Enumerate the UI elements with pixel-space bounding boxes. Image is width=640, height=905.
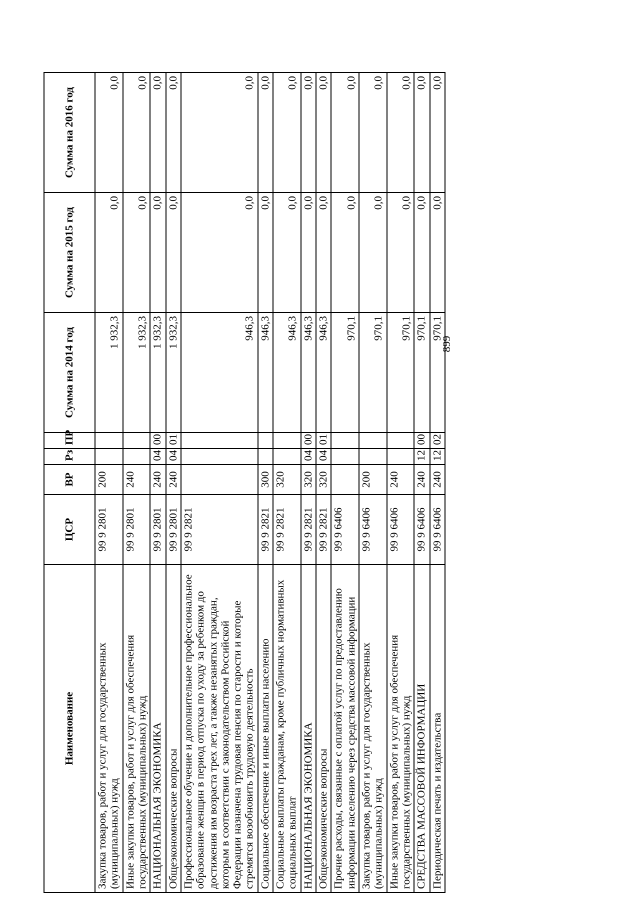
- cell-sum-2016: 0,0: [181, 73, 258, 193]
- cell-rz: 12: [414, 449, 429, 465]
- cell-sum-2015: 0,0: [359, 193, 387, 313]
- table-row: [150, 73, 165, 893]
- cell-sum-2016: 0,0: [258, 73, 273, 193]
- cell-name: Общеэкономические вопросы: [316, 565, 331, 893]
- table-row: [430, 73, 445, 893]
- cell-sum-2015: 0,0: [316, 193, 331, 313]
- cell-rz: [123, 449, 151, 465]
- cell-sum-2015: 0,0: [166, 193, 181, 313]
- table-body: [95, 73, 445, 893]
- table-row: [331, 73, 359, 893]
- cell-sum-2015: 0,0: [301, 193, 316, 313]
- cell-sum-2014: 1 932,3: [95, 313, 123, 433]
- cell-name: НАЦИОНАЛЬНАЯ ЭКОНОМИКА: [150, 565, 165, 893]
- cell-name: Иные закупки товаров, работ и услуг для обеспечения государственных (муниципальных) нужд: [123, 565, 151, 893]
- cell-sum-2015: 0,0: [123, 193, 151, 313]
- table-row: [95, 73, 123, 893]
- cell-csr: 99 9 6406: [430, 495, 445, 565]
- cell-sum-2016: 0,0: [166, 73, 181, 193]
- cell-name: Закупка товаров, работ и услуг для государственных (муниципальных) нужд: [359, 565, 387, 893]
- cell-sum-2016: 0,0: [430, 73, 445, 193]
- cell-pr: [95, 433, 123, 449]
- cell-sum-2015: 0,0: [414, 193, 429, 313]
- cell-pr: 02: [430, 433, 445, 449]
- cell-vr: 320: [316, 465, 331, 495]
- table-row: [273, 73, 301, 893]
- cell-sum-2014: 970,1: [430, 313, 445, 433]
- cell-name: Периодическая печать и издательства: [430, 565, 445, 893]
- cell-vr: 320: [273, 465, 301, 495]
- cell-sum-2015: 0,0: [331, 193, 359, 313]
- cell-csr: 99 9 2821: [316, 495, 331, 565]
- cell-sum-2016: 0,0: [273, 73, 301, 193]
- cell-name: Социальные выплаты гражданам, кроме публичных нормативных социальных выплат: [273, 565, 301, 893]
- cell-pr: [123, 433, 151, 449]
- cell-sum-2014: 1 932,3: [166, 313, 181, 433]
- cell-vr: 200: [95, 465, 123, 495]
- header-csr: ЦСР: [44, 495, 95, 565]
- cell-rz: [181, 449, 258, 465]
- cell-name: Социальное обеспечение и иные выплаты населению: [258, 565, 273, 893]
- cell-vr: 240: [430, 465, 445, 495]
- cell-vr: [331, 465, 359, 495]
- cell-name: НАЦИОНАЛЬНАЯ ЭКОНОМИКА: [301, 565, 316, 893]
- cell-csr: 99 9 2821: [181, 495, 258, 565]
- cell-rz: [273, 449, 301, 465]
- page-number: 899: [441, 335, 453, 353]
- cell-vr: 240: [414, 465, 429, 495]
- cell-sum-2016: 0,0: [359, 73, 387, 193]
- cell-csr: 99 9 6406: [359, 495, 387, 565]
- cell-vr: 240: [150, 465, 165, 495]
- cell-rz: [387, 449, 415, 465]
- cell-rz: 04: [316, 449, 331, 465]
- budget-table: [44, 72, 446, 893]
- cell-vr: [181, 465, 258, 495]
- cell-name: Общеэкономические вопросы: [166, 565, 181, 893]
- cell-csr: 99 9 2821: [301, 495, 316, 565]
- cell-name: Профессиональное обучение и дополнительное профессиональное образование женщин в период отпуска по уходу за ребенком до достижения им возраста трех лет, а также незанятых граждан, которым в соответствии с законодательством Российской Федерации назначена трудовая пенсия по старости и которые стремятся возобновить трудовую деятельность: [181, 565, 258, 893]
- cell-csr: 99 9 6406: [387, 495, 415, 565]
- cell-sum-2016: 0,0: [123, 73, 151, 193]
- cell-pr: 01: [166, 433, 181, 449]
- cell-sum-2014: 1 932,3: [123, 313, 151, 433]
- cell-pr: [331, 433, 359, 449]
- cell-csr: 99 9 2801: [123, 495, 151, 565]
- cell-sum-2014: 946,3: [181, 313, 258, 433]
- cell-csr: 99 9 2801: [150, 495, 165, 565]
- cell-sum-2015: 0,0: [430, 193, 445, 313]
- cell-rz: [258, 449, 273, 465]
- table-header-row: [44, 73, 95, 893]
- cell-sum-2016: 0,0: [414, 73, 429, 193]
- header-pr: ПР: [44, 433, 95, 449]
- cell-sum-2014: 970,1: [359, 313, 387, 433]
- cell-pr: [359, 433, 387, 449]
- header-rz: Рз: [44, 449, 95, 465]
- cell-csr: 99 9 2821: [273, 495, 301, 565]
- cell-vr: 300: [258, 465, 273, 495]
- cell-sum-2014: 946,3: [316, 313, 331, 433]
- cell-csr: 99 9 2801: [166, 495, 181, 565]
- cell-sum-2014: 946,3: [273, 313, 301, 433]
- cell-name: СРЕДСТВА МАССОВОЙ ИНФОРМАЦИИ: [414, 565, 429, 893]
- table-row: [359, 73, 387, 893]
- header-sum-2016: Сумма на 2016 год: [44, 73, 95, 193]
- table-row: [181, 73, 258, 893]
- cell-pr: [258, 433, 273, 449]
- cell-vr: 240: [123, 465, 151, 495]
- cell-sum-2014: 970,1: [414, 313, 429, 433]
- cell-sum-2015: 0,0: [273, 193, 301, 313]
- cell-csr: 99 9 2801: [95, 495, 123, 565]
- cell-sum-2015: 0,0: [387, 193, 415, 313]
- header-name: Наименование: [44, 565, 95, 893]
- cell-rz: 12: [430, 449, 445, 465]
- table-row: [123, 73, 151, 893]
- cell-csr: 99 9 6406: [414, 495, 429, 565]
- cell-pr: 00: [414, 433, 429, 449]
- cell-sum-2015: 0,0: [95, 193, 123, 313]
- cell-rz: [95, 449, 123, 465]
- cell-name: Иные закупки товаров, работ и услуг для обеспечения государственных (муниципальных) нужд: [387, 565, 415, 893]
- cell-sum-2016: 0,0: [316, 73, 331, 193]
- cell-sum-2015: 0,0: [181, 193, 258, 313]
- cell-rz: [359, 449, 387, 465]
- header-vr: ВР: [44, 465, 95, 495]
- cell-vr: 240: [166, 465, 181, 495]
- cell-sum-2016: 0,0: [95, 73, 123, 193]
- cell-vr: 320: [301, 465, 316, 495]
- cell-rz: 04: [150, 449, 165, 465]
- cell-rz: 04: [301, 449, 316, 465]
- cell-sum-2014: 1 932,3: [150, 313, 165, 433]
- table-row: [387, 73, 415, 893]
- cell-sum-2016: 0,0: [301, 73, 316, 193]
- cell-name: Прочие расходы, связанные с оплатой услуг по предоставлению информации населению через средства массовой информации: [331, 565, 359, 893]
- cell-sum-2016: 0,0: [387, 73, 415, 193]
- cell-pr: 01: [316, 433, 331, 449]
- cell-sum-2016: 0,0: [150, 73, 165, 193]
- cell-pr: 00: [301, 433, 316, 449]
- cell-sum-2015: 0,0: [258, 193, 273, 313]
- cell-sum-2016: 0,0: [331, 73, 359, 193]
- cell-vr: 240: [387, 465, 415, 495]
- table-row: [316, 73, 331, 893]
- cell-pr: [181, 433, 258, 449]
- table-row: [166, 73, 181, 893]
- header-sum-2014: Сумма на 2014 год: [44, 313, 95, 433]
- cell-rz: 04: [166, 449, 181, 465]
- cell-pr: [387, 433, 415, 449]
- cell-sum-2015: 0,0: [150, 193, 165, 313]
- cell-sum-2014: 970,1: [331, 313, 359, 433]
- cell-pr: 00: [150, 433, 165, 449]
- table-row: [258, 73, 273, 893]
- cell-csr: 99 9 2821: [258, 495, 273, 565]
- budget-table-container: [44, 73, 573, 893]
- cell-csr: 99 9 6406: [331, 495, 359, 565]
- cell-rz: [331, 449, 359, 465]
- table-row: [301, 73, 316, 893]
- cell-sum-2014: 970,1: [387, 313, 415, 433]
- table-row: [414, 73, 429, 893]
- cell-sum-2014: 946,3: [301, 313, 316, 433]
- cell-sum-2014: 946,3: [258, 313, 273, 433]
- cell-pr: [273, 433, 301, 449]
- header-sum-2015: Сумма на 2015 год: [44, 193, 95, 313]
- cell-vr: 200: [359, 465, 387, 495]
- cell-name: Закупка товаров, работ и услуг для государственных (муниципальных) нужд: [95, 565, 123, 893]
